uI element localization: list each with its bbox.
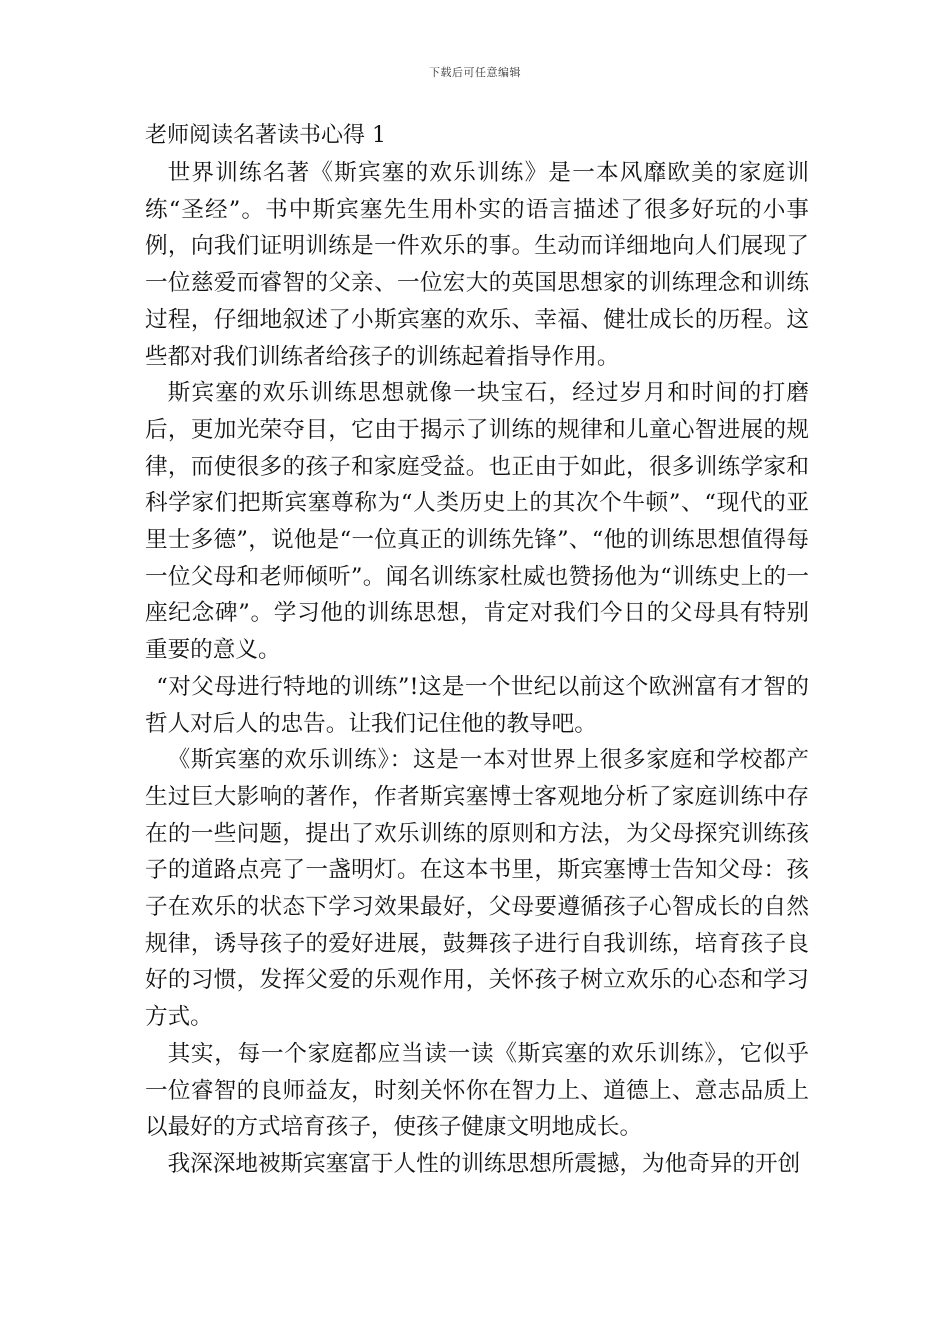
paragraph-4: 《斯宾塞的欢乐训练》：这是一本对世界上很多家庭和学校都产生过巨大影响的著作，作者斯宾塞博士客观地分析了家庭训练中存在的一些问题，提出了欢乐训练的原则和方法，为父母探究训练孩子的道路点亮了一盏明灯。在这本书里，斯宾塞博士告知父母：孩子在欢乐的状态下学习效果最好，父母要遵循孩子心智成长的自然规律，诱导孩子的爱好进展，鼓舞孩子进行自我训练，培育孩子良好的习惯，发挥父爱的乐观作用，关怀孩子树立欢乐的心态和学习方式。 (145, 747, 809, 1031)
paragraph-5: 其实，每一个家庭都应当读一读《斯宾塞的欢乐训练》，它似乎一位睿智的良师益友，时刻关怀你在智力上、道德上、意志品质上以最好的方式培育孩子，使孩子健康文明地成长。 (145, 1040, 809, 1141)
document-title: 老师阅读名著读书心得 1 (145, 123, 386, 148)
document-body (145, 155, 809, 1183)
paragraph-6: 我深深地被斯宾塞富于人性的训练思想所震撼，为他奇异的开创 (167, 1150, 801, 1177)
paragraph-3: “对父母进行特地的训练”!这是一个世纪以前这个欧洲富有才智的哲人对后人的忠告。让我们记住他的教导吧。 (145, 673, 809, 737)
paragraph-1: 世界训练名著《斯宾塞的欢乐训练》是一本风靡欧美的家庭训练“圣经”。书中斯宾塞先生用朴实的语言描述了很多好玩的小事例，向我们证明训练是一件欢乐的事。生动而详细地向人们展现了一位慈爱而睿智的父亲、一位宏大的英国思想家的训练理念和训练过程，仔细地叙述了小斯宾塞的欢乐、幸福、健壮成长的历程。这些都对我们训练者给孩子的训练起着指导作用。 (145, 160, 809, 370)
paragraph-2: 斯宾塞的欢乐训练思想就像一块宝石，经过岁月和时间的打磨后，更加光荣夺目，它由于揭示了训练的规律和儿童心智进展的规律，而使很多的孩子和家庭受益。也正由于如此，很多训练学家和科学家们把斯宾塞尊称为“人类历史上的其次个牛顿”、“现代的亚里士多德”，说他是“一位真正的训练先锋”、“他的训练思想值得每一位父母和老师倾听”。闻名训练家杜威也赞扬他为“训练史上的一座纪念碑”。学习他的训练思想，肯定对我们今日的父母具有特别重要的意义。 (145, 380, 809, 664)
page-header-note: 下载后可任意编辑 (429, 66, 521, 79)
